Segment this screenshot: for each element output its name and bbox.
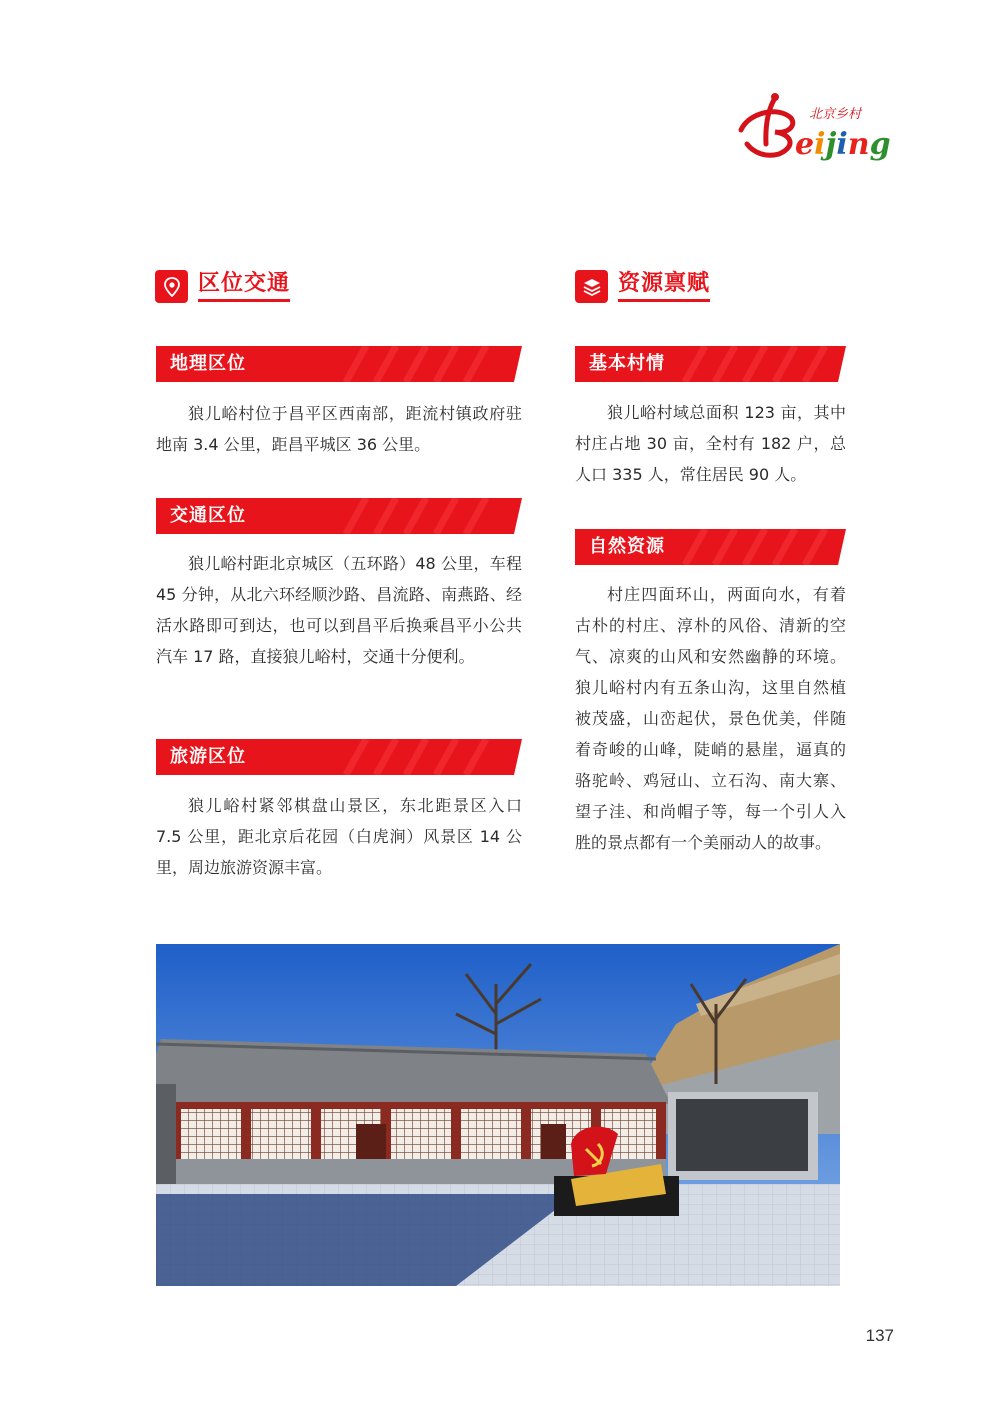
subheading-label: 自然资源 xyxy=(589,536,665,557)
layers-icon xyxy=(575,270,608,303)
section-title: 资源禀赋 xyxy=(618,271,710,302)
paragraph: 村庄四面环山，两面向水，有着古朴的村庄、淳朴的风俗、清新的空气、凉爽的山风和安然幽静的环境。狼儿峪村内有五条山沟，这里自然植被茂盛，山峦起伏，景色优美，伴随着奇峻的山峰，陡峭的悬崖，逼真的骆驼岭、鸡冠山、立石沟、南大寨、望子洼、和尚帽子等，每一个引人入胜的景点都有一个美丽动人的故事。 xyxy=(575,585,846,852)
subheading-bar xyxy=(575,346,846,382)
section-title: 区位交通 xyxy=(198,271,290,302)
subheading-bar xyxy=(156,498,522,534)
page-number: 137 xyxy=(865,1326,894,1345)
beijing-logo xyxy=(735,92,900,164)
logo-chinese-text: 北京乡村 xyxy=(809,107,862,122)
subheading-bar xyxy=(156,739,522,775)
subheading-label: 地理区位 xyxy=(170,353,246,374)
subheading-label: 交通区位 xyxy=(170,505,246,526)
section-heading-resources xyxy=(575,270,710,303)
section-heading-location xyxy=(155,270,290,303)
subheading-label: 基本村情 xyxy=(589,353,665,374)
subheading-bar xyxy=(575,529,846,565)
paragraph: 狼儿峪村位于昌平区西南部，距流村镇政府驻地南 3.4 公里，距昌平城区 36 公里。 xyxy=(156,404,522,454)
village-courtyard-photo xyxy=(156,944,840,1286)
subheading-bar xyxy=(156,346,522,382)
location-pin-icon xyxy=(155,270,188,303)
subheading-label: 旅游区位 xyxy=(170,746,246,767)
paragraph: 狼儿峪村距北京城区（五环路）48 公里，车程 45 分钟，从北六环经顺沙路、昌流路、南燕路、经活水路即可到达，也可以到昌平后换乘昌平小公共汽车 17 路，直接狼儿峪村，交通十分便利。 xyxy=(156,554,522,666)
paragraph: 狼儿峪村域总面积 123 亩，其中村庄占地 30 亩，全村有 182 户，总人口 335 人，常住居民 90 人。 xyxy=(575,403,846,484)
svg-text:eijing: eijing xyxy=(795,127,891,162)
paragraph: 狼儿峪村紧邻棋盘山景区，东北距景区入口 7.5 公里，距北京后花园（白虎涧）风景区 14 公里，周边旅游资源丰富。 xyxy=(156,796,522,877)
